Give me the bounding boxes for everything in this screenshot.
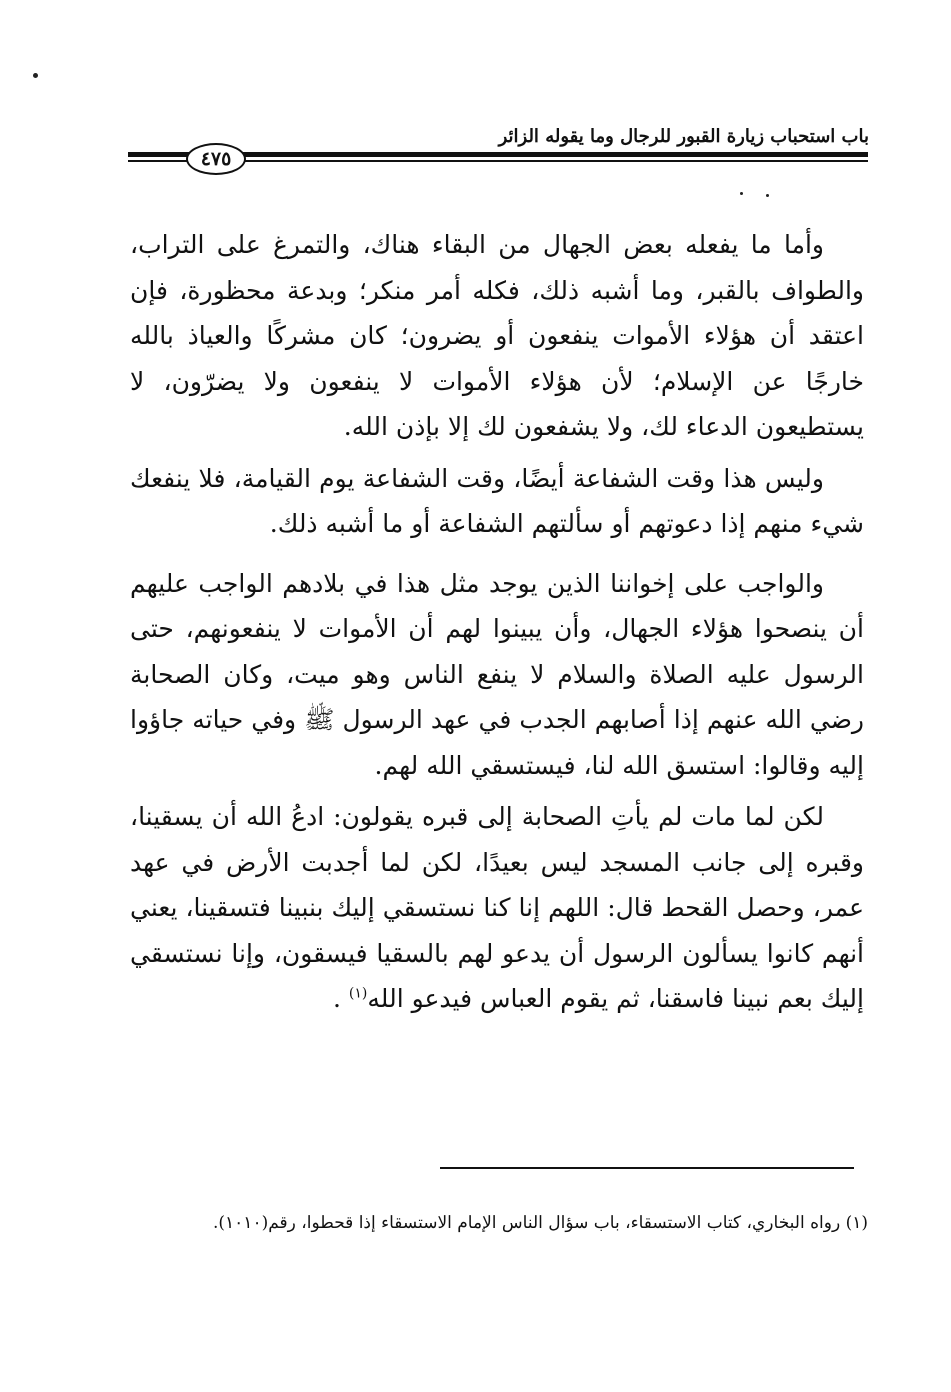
- header-rule: [128, 152, 190, 164]
- main-text: [130, 222, 864, 1022]
- footnote-text: رواه البخاري، كتاب الاستسقاء، باب سؤال الناس الإمام الاستسقاء إذا قحطوا، رقم(١٠١٠).: [213, 1213, 841, 1233]
- scan-speck: [766, 194, 769, 197]
- footnote-marker: (١): [845, 1213, 868, 1233]
- footnote: [130, 1206, 868, 1240]
- paragraph: وأما ما يفعله بعض الجهال من البقاء هناك، والتمرغ على التراب، والطواف بالقبر، وما أشبه ذلك، فكله أمر منكر؛ وبدعة محظورة، فإن اعتقد أن هؤلاء الأموات ينفعون أو يضرون؛ كان مشركًا والعياذ بالله خارجًا عن الإسلام؛ لأن هؤلاء الأموات لا ينفعون ولا يضرّون، لا يستطيعون الدعاء لك، ولا يشفعون لك إلا بإذن الله.: [130, 230, 864, 441]
- closing-period: .: [333, 984, 341, 1013]
- running-title: باب استحباب زيارة القبور للرجال وما يقوله الزائر: [498, 126, 869, 147]
- paragraph-text: لكن لما مات لم يأتِ الصحابة إلى قبره يقولون: ادعُ الله أن يسقينا، وقبره إلى جانب المسجد ليس بعيدًا، لكن لما أجدبت الأرض في عهد عمر، وحصل القحط قال: اللهم إنا كنا نستسقي إليك بنبينا فتسقينا، يعني أنهم كانوا يسألون الرسول أن يدعو لهم بالسقيا فيسقون، وإنا نستسقي إليك بعم نبينا فاسقنا، ثم يقوم العباس فيدعو الله: [130, 802, 864, 1013]
- paragraph: وليس هذا وقت الشفاعة أيضًا، وقت الشفاعة يوم القيامة، فلا ينفعك شيء منهم إذا دعوتهم أو سألتهم الشفاعة أو ما أشبه ذلك.: [130, 463, 864, 538]
- paragraph: والواجب على إخواننا الذين يوجد مثل هذا في بلادهم الواجب عليهم أن ينصحوا هؤلاء الجهال، وأن يبينوا لهم أن الأموات لا ينفعونهم، حتى الرسول عليه الصلاة والسلام لا ينفع الناس وهو ميت، وكان الصحابة رضي الله عنهم إذا أصابهم الجدب في عهد الرسول ﷺ وفي حياته جاؤوا إليه وقالوا: استسق الله لنا، فيستسقي الله لهم.: [130, 568, 864, 780]
- header-rule: [240, 152, 868, 164]
- paragraph: [130, 794, 864, 1022]
- footnote-reference[interactable]: (١): [348, 985, 368, 1002]
- page-number: ٤٧٥: [186, 143, 246, 175]
- scan-speck: [33, 73, 38, 78]
- footnote-separator: [440, 1167, 854, 1169]
- scan-speck: [740, 192, 743, 195]
